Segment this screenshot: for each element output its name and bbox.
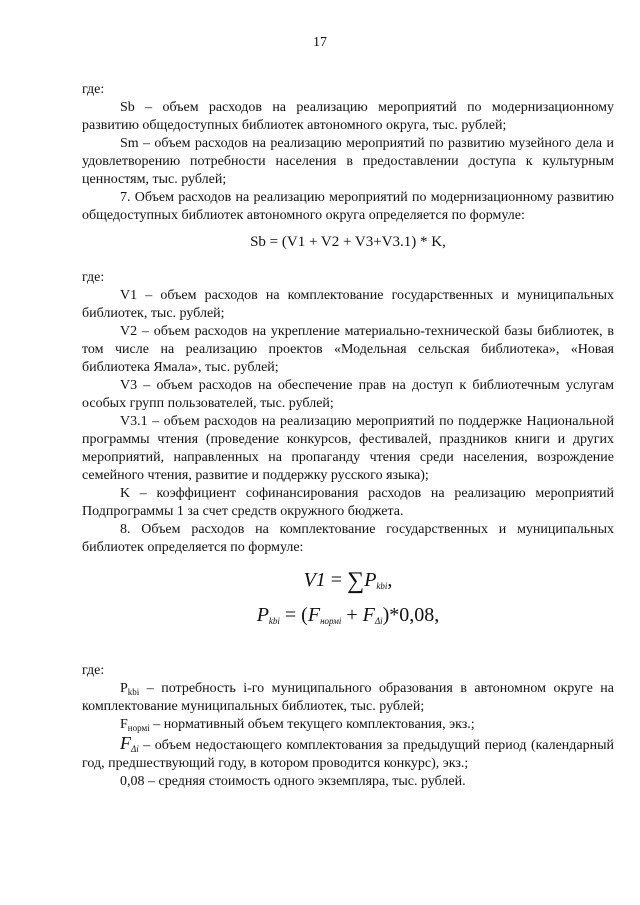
symbol-f-norm: F [120,717,128,732]
formula-pkbi-plus: + [341,604,363,626]
paragraph-item-7: 7. Объем расходов на реализацию мероприятий по модернизационному развитию общедоступных библиотек автономного округа определяется по формуле: [82,190,614,223]
definition-pkbi [82,680,614,716]
definition-v2: V2 – объем расходов на укрепление материально-технической базы библиотек, в том числе на реализацию проектов «Модельная сельская библиотека», «Новая библиотека Ямала», тыс. рублей; [82,324,614,375]
definition-sb: Sb – объем расходов на реализацию мероприятий по модернизационному развитию общедоступных библиотек автономного округа, тыс. рублей; [82,100,614,133]
symbol-f-delta-sub: Δi [131,744,139,754]
definition-price: 0,08 – средняя стоимость одного экземпляра, тыс. рублей. [120,774,466,789]
formula-v1-tail: , [387,569,393,591]
formula-v1-lhs: V1 [303,569,326,591]
formula-v1-eq: = [325,569,348,591]
definition-sm: Sm – объем расходов на реализацию мероприятий по развитию музейного дела и удовлетворению потребности населения в предоставлении доступа к культурным ценностям, тыс. рублей; [82,136,614,187]
sum-symbol: ∑ [347,568,365,594]
where-label: где: [82,663,105,678]
where-label: где: [82,82,105,97]
formula-v1-var: P [364,569,377,591]
definition-k: K – коэффициент софинансирования расходов на реализацию мероприятий Подпрограммы 1 за счет средств окружного бюджета. [82,486,614,519]
symbol-p: P [120,681,128,696]
symbol-f-delta: F [120,733,131,753]
symbol-p-sub: kbi [127,687,140,697]
formula-pkbi [82,606,614,624]
symbol-f-norm-sub: нормi [127,723,150,733]
formula-pkbi-lhs-sub: kbi [268,616,280,626]
formula-v1 [82,568,614,594]
definition-v3: V3 – объем расходов на обеспечение прав на доступ к библиотечным услугам особых групп пользователей, тыс. рублей; [82,378,614,411]
definition-pkbi-text: – потребность i-го муниципального образования в автономном округе на комплектование муниципальных библиотек, тыс. рублей; [82,681,615,714]
definition-fnorm [82,716,614,734]
formula-pkbi-lhs: P [256,604,269,626]
paragraph-item-8: 8. Объем расходов на комплектование государственных и муниципальных библиотек определяется по формуле: [82,522,614,555]
formula-pkbi-tail: )*0,08, [382,604,440,626]
formula-pkbi-f1-sub: нормi [320,616,342,626]
definition-fnorm-text: – нормативный объем текущего комплектования, экз.; [153,717,475,732]
formula-pkbi-f2-sub: Δi [374,616,383,626]
formula-pkbi-mid: = ( [279,604,308,626]
definition-fdelta-text: – объем недостающего комплектования за предыдущий период (календарный год, предшествующий году, в котором проводится конкурс), экз.; [82,738,614,771]
definition-v3-1: V3.1 – объем расходов на реализацию мероприятий по поддержке Национальной программы чтения (проведение конкурсов, фестивалей, праздников книги и других мероприятий, направленных на пропаганду чтения среди населения, возрождение семейного чтения, развитие и поддержку русского языка); [82,414,614,483]
formula-pkbi-f1: F [307,604,321,626]
definition-fdelta [82,734,614,773]
formula-v1-sub: kbi [376,581,388,591]
page-number: 17 [313,35,327,50]
where-label: где: [82,270,105,285]
definition-v1: V1 – объем расходов на комплектование государственных и муниципальных библиотек, тыс. рублей; [82,288,614,321]
formula-sb: Sb = (V1 + V2 + V3+V3.1) * K, [250,234,446,250]
formula-pkbi-f2: F [362,604,375,626]
page-content [82,81,614,791]
